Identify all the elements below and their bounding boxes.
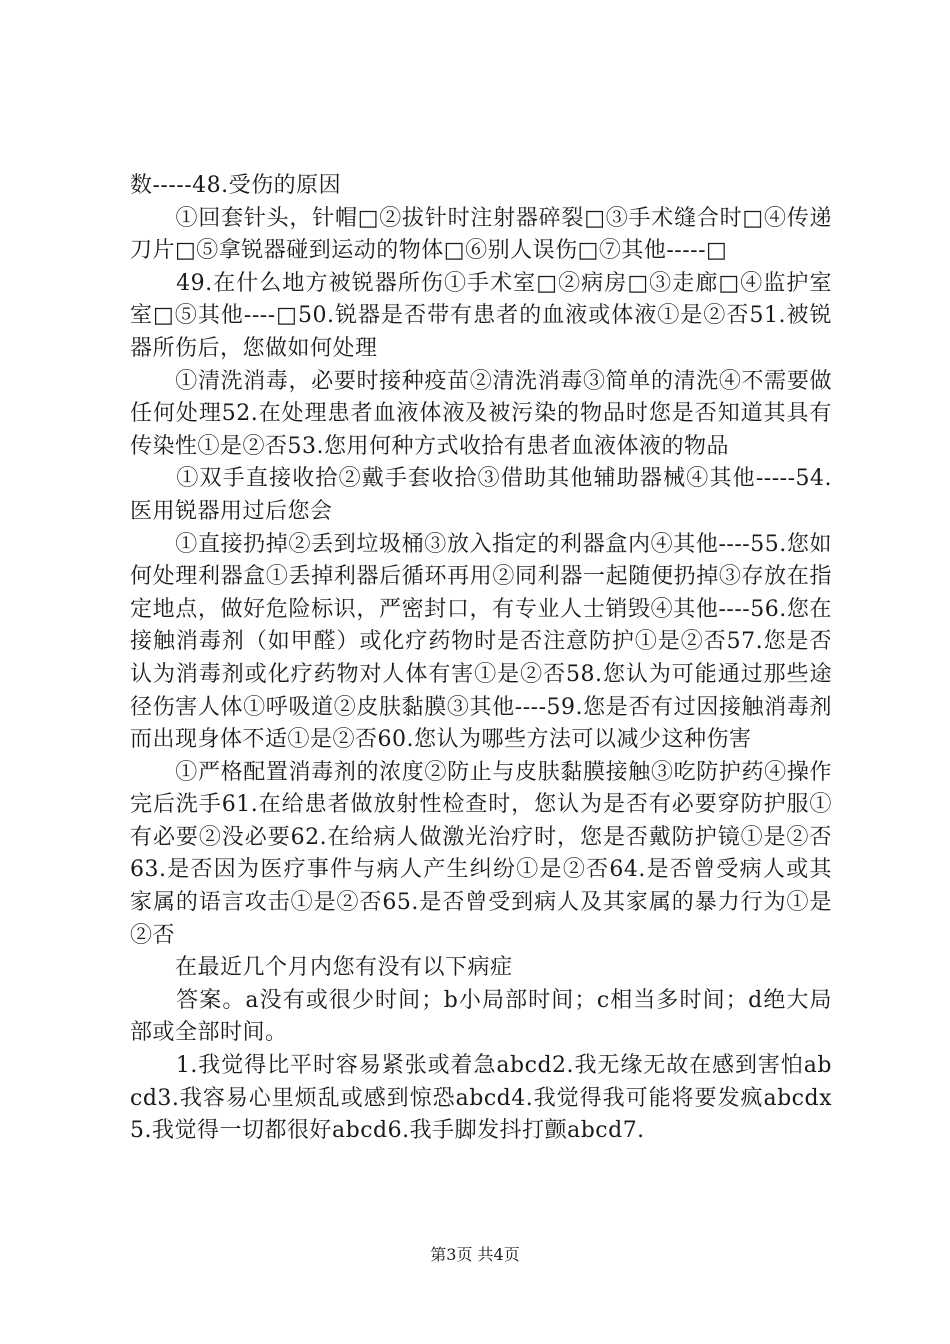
paragraph-8: 在最近几个月内您有没有以下病症 [130, 955, 513, 981]
document-body [130, 170, 832, 1148]
page-number-footer: 第3页 共4页 [430, 1245, 520, 1264]
paragraph-10: 1.我觉得比平时容易紧张或着急abcd2.我无缘无故在感到害怕abcd3.我容易心里烦乱或感到惊恐abcd4.我觉得我可能将要发疯abcdx5.我觉得一切都很好abcd6.我手脚发抖打颤abcd7. [130, 1053, 832, 1144]
paragraph-7: ①严格配置消毒剂的浓度②防止与皮肤黏膜接触③吃防护药④操作完后洗手61.在给患者做放射性检查时，您认为是否有必要穿防护服①有必要②没必要62.在给病人做激光治疗时，您是否戴防护镜①是②否63.是否因为医疗事件与病人产生纠纷①是②否64.是否曾受病人或其家属的语言攻击①是②否65.是否曾受到病人及其家属的暴力行为①是②否 [130, 759, 832, 948]
paragraph-5: ①双手直接收拾②戴手套收拾③借助其他辅助器械④其他-----54.医用锐器用过后您会 [130, 466, 832, 524]
paragraph-3: 49.在什么地方被锐器所伤①手术室□②病房□③走廊□④监护室室□⑤其他----□50.锐器是否带有患者的血液或体液①是②否51.被锐器所伤后，您做如何处理 [130, 270, 832, 361]
paragraph-6: ①直接扔掉②丢到垃圾桶③放入指定的利器盒内④其他----55.您如何处理利器盒①丢掉利器后循环再用②同利器一起随便扔掉③存放在指定地点，做好危险标识，严密封口，有专业人士销毁④其他----56.您在接触消毒剂（如甲醛）或化疗药物时是否注意防护①是②否57.您是否认为消毒剂或化疗药物对人体有害①是②否58.您认为可能通过那些途径伤害人体①呼吸道②皮肤黏膜③其他----59.您是否有过因接触消毒剂而出现身体不适①是②否60.您认为哪些方法可以减少这种伤害 [130, 531, 832, 753]
paragraph-1: 数-----48.受伤的原因 [130, 173, 342, 198]
paragraph-9: 答案。a没有或很少时间；b小局部时间；c相当多时间；d绝大局部或全部时间。 [130, 987, 832, 1046]
paragraph-2: ①回套针头，针帽□②拔针时注射器碎裂□③手术缝合时□④传递刀片□⑤拿锐器碰到运动的物体□⑥别人误伤□⑦其他-----□ [130, 205, 832, 264]
paragraph-4: ①清洗消毒，必要时接种疫苗②清洗消毒③简单的清洗④不需要做任何处理52.在处理患者血液体液及被污染的物品时您是否知道其具有传染性①是②否53.您用何种方式收拾有患者血液体液的物品 [130, 368, 832, 459]
